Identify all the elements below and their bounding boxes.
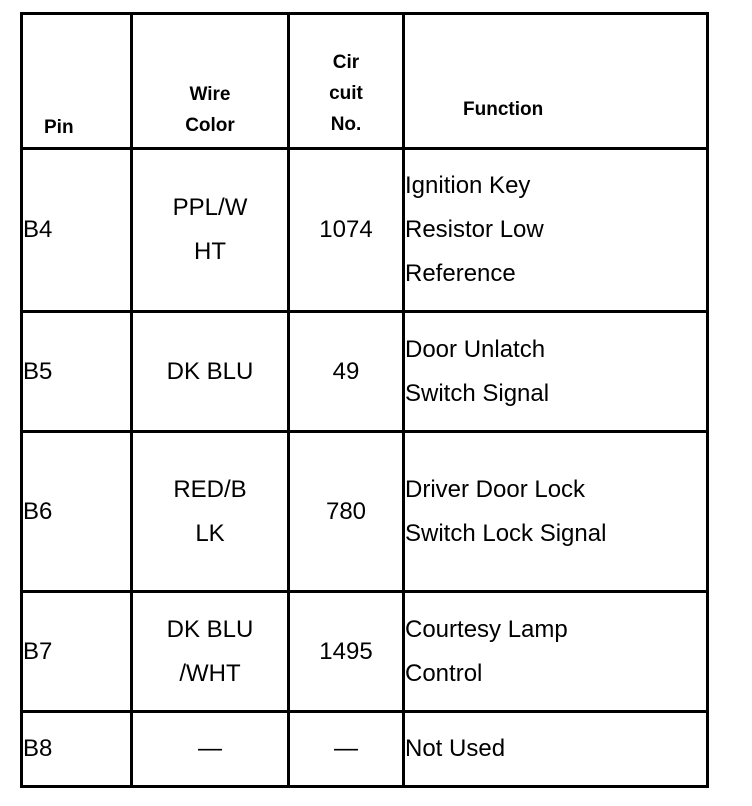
header-function bbox=[404, 14, 708, 149]
circuit-cell: — bbox=[289, 712, 404, 787]
header-row bbox=[22, 14, 708, 149]
circuit-cell: 1074 bbox=[289, 149, 404, 312]
header-wire-color bbox=[132, 14, 289, 149]
function-cell: Door Unlatch Switch Signal bbox=[404, 312, 708, 432]
function-cell: Not Used bbox=[404, 712, 708, 787]
header-circuit-no-label: Cir cuit No. bbox=[329, 52, 363, 135]
wire-color-cell: DK BLU bbox=[132, 312, 289, 432]
pin-cell: B8 bbox=[22, 712, 132, 787]
pin-cell: B6 bbox=[22, 432, 132, 592]
table-row bbox=[22, 712, 708, 787]
circuit-cell: 1495 bbox=[289, 592, 404, 712]
wire-color-cell: — bbox=[132, 712, 289, 787]
header-circuit-no bbox=[289, 14, 404, 149]
table-row bbox=[22, 592, 708, 712]
header-pin bbox=[22, 14, 132, 149]
circuit-cell: 780 bbox=[289, 432, 404, 592]
pin-cell: B5 bbox=[22, 312, 132, 432]
table-row bbox=[22, 149, 708, 312]
header-wire-color-label: Wire Color bbox=[185, 84, 235, 136]
table-row bbox=[22, 312, 708, 432]
circuit-cell: 49 bbox=[289, 312, 404, 432]
header-function-label: Function bbox=[463, 99, 544, 120]
table-row bbox=[22, 432, 708, 592]
function-cell: Courtesy Lamp Control bbox=[404, 592, 708, 712]
function-cell: Driver Door Lock Switch Lock Signal bbox=[404, 432, 708, 592]
header-pin-label: Pin bbox=[44, 117, 74, 138]
connector-pinout-table bbox=[20, 12, 709, 788]
wire-color-cell: DK BLU /WHT bbox=[132, 592, 289, 712]
pin-cell: B7 bbox=[22, 592, 132, 712]
function-cell: Ignition Key Resistor Low Reference bbox=[404, 149, 708, 312]
wire-color-cell: PPL/W HT bbox=[132, 149, 289, 312]
pin-cell: B4 bbox=[22, 149, 132, 312]
wire-color-cell: RED/B LK bbox=[132, 432, 289, 592]
